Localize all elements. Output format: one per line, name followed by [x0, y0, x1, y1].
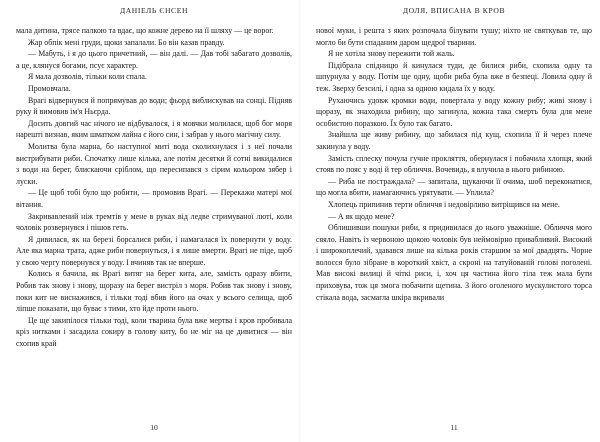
paragraph: Молитва була марна, бо наступної миті вода сколихнулася і з неї почали вистрибувати риби. Спочатку лише кілька, але потім десятки й сотні викидалися з води на берег, блискаючи сріблом, що пересипався з сірим кольором зябер і луски. [16, 141, 292, 186]
right-page [316, 0, 592, 442]
right-page-body [316, 25, 592, 303]
paragraph: Я не хотіла знову пережити той жаль. [328, 49, 455, 59]
paragraph: Я дивилася, як на березі борсалися риби, і намагалася їх повернути у воду. Але яка марна трата, адже риби повернуться, і я лише вмерти. Врагі не піде, щоб у свою чергу повернувся у воду. І вчиняв так не вперше. [16, 234, 292, 267]
book-gutter [299, 0, 301, 442]
paragraph: Облишивши пошуки риби, я придивилася до нього уважніше. Обличчя мого сяяло. Навіть із червоною щокою чоловік був неймовірно привабливий. Високий і широкоплечий, здавався лише на кілька років старшим за мої двадцять. Чорне волосся було зібране в короткий хвіст, а скроні на татуйованій голові поголені. Мав високі вилиці й чіткі риси, і, хоч ця частина його тіла теж мала бути приховува, тож ця змога побачити щетина. З його оголеного мускулистого торса стікала вода, засмагла шкіра вкривали [316, 223, 592, 302]
paragraph: Знайшла ще живу рибину, що забилася під кущ, схопила її й через плече закинула у воду. [316, 130, 592, 151]
paragraph: — Це щоб тобі було що робити, — промовив Врагі. — Перекажи матері мої вітання. [16, 188, 292, 209]
page-number-right: 11 [450, 423, 458, 432]
paragraph: Я мала дозволів, тільки коли спала. [28, 72, 147, 82]
paragraph: Рухаючись удовж кромки води, повертала у воду кожну рибу; живі знову і щоразу, як знаходила рибину, що загинула, кожна така смерть була для мене особистою поразкою. Їх було так багато. [316, 95, 592, 128]
paragraph: — Мабуть, і я до цього причетний, — він далі. — Дав тобі забагато дозволів, а це, клянуся богами, псує характер. [16, 49, 292, 70]
paragraph: Це ще закипілося тільки тоді, коли тварина була вже мертва і кров пробивала кріз нитками і засадила сокиру в голову киту, бо не міг на це дивитися — він схопив край [16, 315, 292, 349]
paragraph: Закривавлений ніж тремтів у мене в руках від ледве стримуваної люті, коли чоловік розвернувся і пішов геть. [16, 211, 292, 233]
paragraph: Промовчала. [28, 83, 71, 93]
paragraph: Жар обпік мені груди, щоки запалали. Бо він казав правду. [28, 37, 225, 47]
paragraph: мала дитина, трясе палкою та вдає, що кожне дерево на її шляху — це ворог. [16, 26, 274, 35]
paragraph: Досить довгий час нічого не відбувалося, і я мовчки молилася, щоб бог моря нарешті визнав, яким шматком лайна є його син, і забрав у нього магічну силу. [16, 118, 292, 140]
page-number-left: 10 [150, 423, 158, 432]
paragraph: Хлопець припинив терти обличчя і недовірливо витріщився на мене. [328, 199, 560, 209]
paragraph: Підібрала спідницю й кинулася туди, де билися риби, схопила одну та шпурнула у воду. Потім ще одну, щоби риба була вже в безпеці. Ловила одну й теж. Зверху безсилі, і одна за одною кидала їх у воду. [316, 60, 592, 93]
paragraph: Врагі відвернувся й попрямував до води; фьорд виблискував на сонці. Підняв руку й вимовив ім'я Ньєрда. [16, 95, 292, 117]
paragraph: Замість сплеску почула гучне прокляття, обернулася і побачила хлопця, який стояв по пояс у воді й тер обличчя. Вочевидь, я влучила в нього рибиною. [316, 153, 592, 175]
running-head-title: ДОЛЯ, ВПИСАНА В КРОВ [402, 6, 506, 15]
paragraph: — А як щодо мене? [328, 211, 395, 221]
paragraph: Колись я бачила, як Врагі витяг на берег кита, але, замість одразу вбити, Робив так знову і знову, щоразу на берег вистріл з моря. Робив так знову і знову, поки кит не виснажився, і тільки тоді вбив його на очах у всього селища, щоб ліпше показати, що буває з тими, хто йде проти нього. [16, 269, 292, 314]
running-head-author: ДАНІЕЛЬ ЄНСЕН [119, 6, 189, 15]
left-page [16, 0, 292, 442]
paragraph: — Риба не постраждала? — запитала, щукаючи її очима, шоб переконатися, що могла вбити, намагаючись урятувати. — Уплила? [316, 176, 592, 198]
left-page-body [16, 25, 292, 350]
paragraph: нової муки, і решта з яких розпочала білувати тушу; ніхто не святкував те, що могло би бути спаданим даром щедрої тварини. [316, 26, 592, 47]
